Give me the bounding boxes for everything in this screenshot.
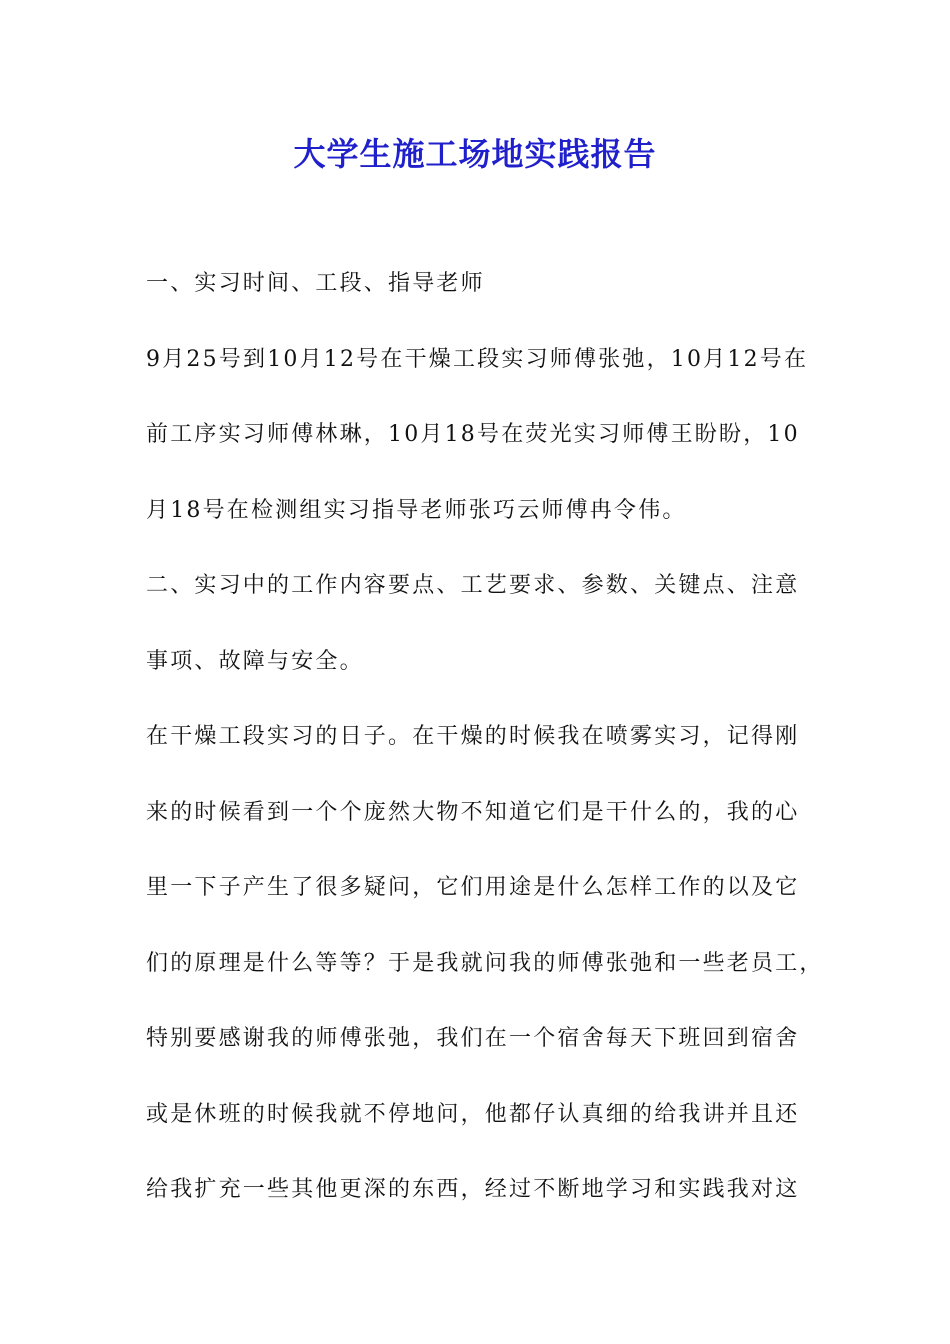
body-line: 在干燥工段实习的日子。在干燥的时候我在喷雾实习，记得刚 [146, 724, 800, 749]
body-line: 一、实习时间、工段、指导老师 [146, 271, 485, 296]
body-line: 事项、故障与安全。 [146, 648, 364, 674]
body-line: 月18号在检测组实习指导老师张巧云师傅冉令伟。 [146, 497, 687, 523]
body-line: 来的时候看到一个个庞然大物不知道它们是干什么的，我的心 [146, 799, 800, 825]
body-line: 给我扩充一些其他更深的东西，经过不断地学习和实践我对这 [146, 1177, 800, 1202]
document-title: 大学生施工场地实践报告 [293, 135, 657, 173]
body-line: 特别要感谢我的师傅张弛，我们在一个宿舍每天下班回到宿舍 [146, 1026, 800, 1051]
body-line: 们的原理是什么等等？于是我就问我的师傅张弛和一些老员工， [146, 950, 824, 976]
body-line: 里一下子产生了很多疑问，它们用途是什么怎样工作的以及它 [146, 875, 800, 900]
body-line: 二、实习中的工作内容要点、工艺要求、参数、关键点、注意 [146, 573, 800, 598]
body-line: 9月25号到10月12号在干燥工段实习师傅张弛，10月12号在 [146, 346, 809, 372]
document-body [146, 262, 824, 1244]
body-line: 或是休班的时候我就不停地问，他都仔认真细的给我讲并且还 [146, 1101, 800, 1127]
body-line: 前工序实习师傅林琳，10月18号在荧光实习师傅王盼盼，10 [146, 422, 800, 447]
